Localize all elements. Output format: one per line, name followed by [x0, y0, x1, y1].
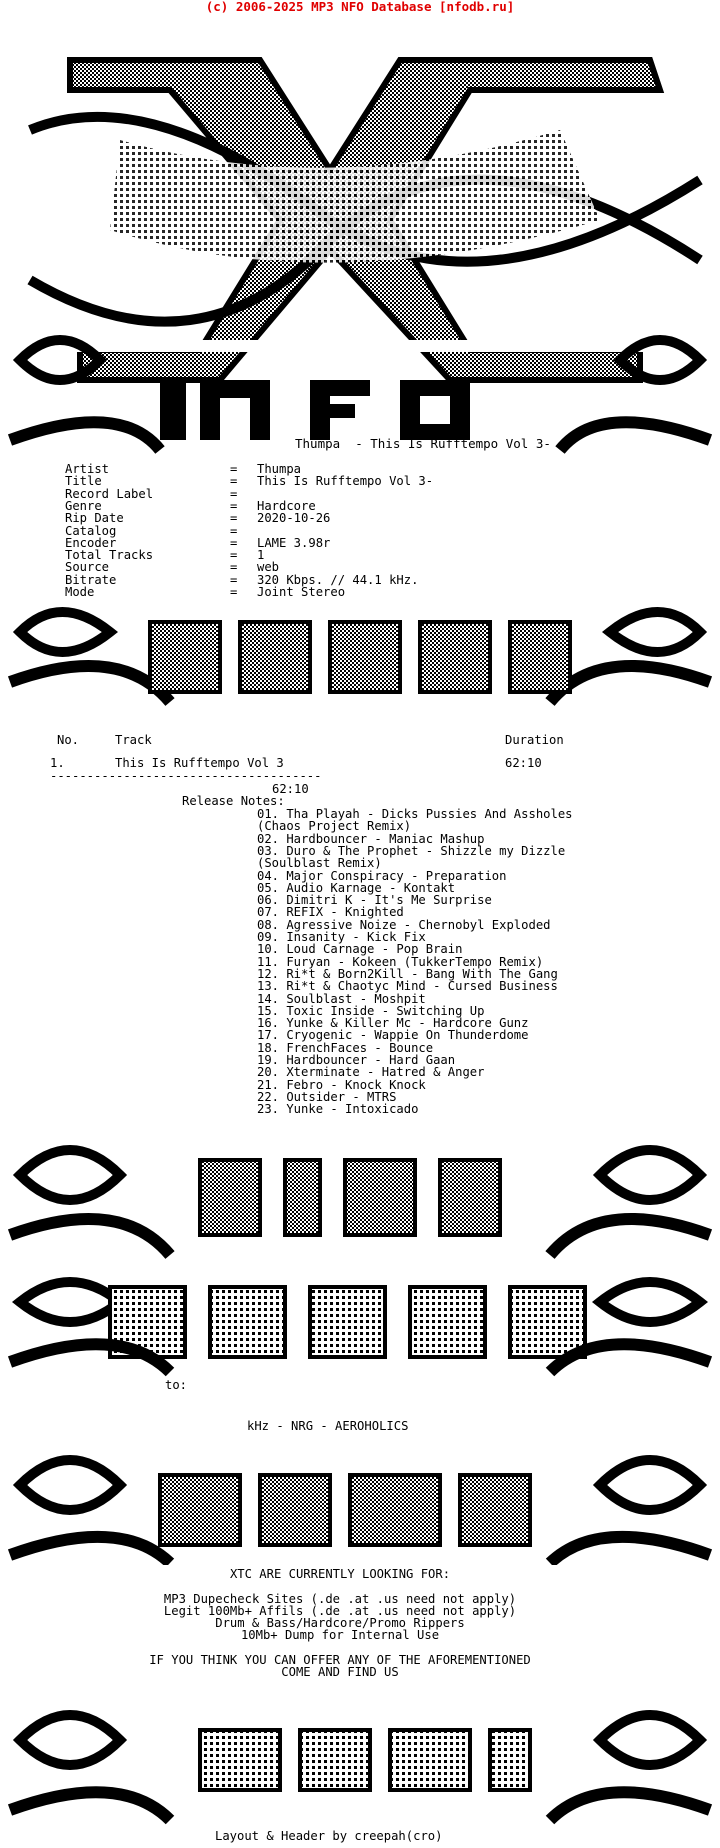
info-key: Bitrate: [65, 572, 117, 587]
info-equals: =: [230, 585, 238, 599]
note-line: 15. Toxic Inside - Switching Up: [257, 1003, 485, 1018]
info-equals: =: [230, 511, 238, 526]
note-line: 07. REFIX - Knighted: [257, 905, 404, 920]
info-footer-art: [0, 1700, 720, 1830]
news-header-art: [0, 1445, 720, 1565]
note-line: 20. Xterminate - Hatred & Anger: [257, 1065, 485, 1080]
info-value: Hardcore: [257, 498, 316, 513]
note-line: 16. Yunke & Killer Mc - Hardcore Gunz: [257, 1016, 529, 1031]
release-title: Thumpa - This Is Rufftempo Vol 3-: [295, 436, 551, 451]
note-line: 08. Agressive Noize - Chernobyl Exploded: [257, 917, 551, 932]
info-key: Encoder: [65, 535, 117, 550]
track-separator: -------------------------------------: [50, 769, 322, 783]
track-header-art: [0, 602, 720, 712]
info-key: Mode: [65, 585, 95, 599]
track-title: This Is Rufftempo Vol 3: [115, 756, 284, 770]
note-line: 12. Ri*t & Born2Kill - Bang With The Gang: [257, 966, 558, 981]
info-value: 1: [257, 548, 265, 563]
note-line: 23. Yunke - Intoxicado: [257, 1102, 419, 1117]
info-equals: =: [230, 572, 238, 587]
credits: Layout & Header by creepah(cro): [215, 1829, 443, 1843]
note-line: 14. Soulblast - Moshpit: [257, 991, 426, 1006]
info-value: web: [257, 560, 280, 575]
info-key: Artist: [65, 462, 110, 476]
note-line: 10. Loud Carnage - Pop Brain: [257, 942, 463, 957]
note-line: 22. Outsider - MTRS: [257, 1089, 397, 1104]
note-line: 09. Insanity - Kick Fix: [257, 930, 426, 944]
news-line: COME AND FIND US: [281, 1665, 399, 1680]
info-value: Joint Stereo: [257, 585, 346, 599]
info-equals: =: [230, 523, 238, 538]
info-value: 320 Kbps. // 44.1 kHz.: [257, 572, 419, 587]
note-line: 13. Ri*t & Chaotyc Mind - Cursed Business: [257, 979, 558, 994]
info-key: Genre: [65, 498, 102, 513]
info-key: Record Label: [65, 486, 154, 501]
note-line: 05. Audio Karnage - Kontakt: [257, 880, 456, 895]
news-line: Drum & Bass/Hardcore/Promo Rippers: [215, 1616, 465, 1631]
shouts-header-art: [0, 1272, 720, 1382]
note-line: 04. Major Conspiracy - Preparation: [257, 868, 507, 883]
info-value: LAME 3.98r: [257, 535, 331, 550]
news-line: IF YOU THINK YOU CAN OFFER ANY OF THE AFOREMENTIONED: [149, 1653, 531, 1668]
shouts-groups: kHz - NRG - AEROHOLICS: [247, 1419, 409, 1433]
track-duration: 62:10: [505, 756, 542, 770]
note-line: 06. Dimitri K - It's Me Surprise: [257, 893, 492, 908]
info-equals: =: [230, 560, 238, 575]
info-key: Total Tracks: [65, 548, 154, 563]
note-line: (Chaos Project Remix): [257, 819, 412, 834]
shouts-to-label: to:: [165, 1378, 188, 1392]
info-equals: =: [230, 486, 238, 501]
info-equals: =: [230, 498, 238, 513]
note-line: 19. Hardbouncer - Hard Gaan: [257, 1053, 456, 1067]
copyright-header: (c) 2006-2025 MP3 NFO Database [nfodb.ru]: [205, 0, 515, 14]
note-line: 21. Febro - Knock Knock: [257, 1077, 426, 1092]
total-duration: 62:10: [272, 782, 309, 796]
note-line: 02. Hardbouncer - Maniac Mashup: [257, 831, 485, 846]
list-header-art: [0, 1135, 720, 1265]
news-line: Legit 100Mb+ Affils (.de .at .us need not apply): [163, 1603, 517, 1618]
news-line: MP3 Dupecheck Sites (.de .at .us need not apply): [163, 1591, 517, 1606]
note-line: (Soulblast Remix): [257, 856, 382, 871]
note-line: 01. Tha Playah - Dicks Pussies And Assholes: [257, 807, 573, 821]
info-equals: =: [230, 462, 238, 476]
col-track: Track: [115, 733, 152, 747]
news-line: 10Mb+ Dump for Internal Use: [240, 1628, 440, 1643]
info-value: Thumpa: [257, 462, 302, 476]
news-block: [0, 1568, 680, 1679]
info-value: 2020-10-26: [257, 511, 331, 526]
info-equals: =: [230, 535, 238, 550]
info-equals: =: [230, 548, 238, 563]
info-equals: =: [230, 474, 238, 489]
info-key: Title: [65, 474, 102, 489]
note-line: 17. Cryogenic - Wappie On Thunderdome: [257, 1028, 529, 1043]
info-value: This Is Rufftempo Vol 3-: [257, 474, 434, 489]
col-duration: Duration: [505, 733, 564, 747]
track-no: 1.: [50, 756, 65, 770]
info-key: Catalog: [65, 523, 117, 538]
note-line: 03. Duro & The Prophet - Shizzle my Dizzle: [257, 843, 566, 858]
info-key: Source: [65, 560, 110, 575]
news-line: XTC ARE CURRENTLY LOOKING FOR:: [229, 1567, 451, 1581]
news-line: [0, 1580, 680, 1592]
note-line: 11. Furyan - Kokeen (TukkerTempo Remix): [257, 954, 544, 969]
note-line: 18. FrenchFaces - Bounce: [257, 1040, 434, 1055]
notes-heading: Release Notes:: [182, 794, 285, 808]
col-no: No.: [57, 733, 80, 747]
info-key: Rip Date: [65, 511, 124, 526]
logo-art: [0, 20, 720, 470]
